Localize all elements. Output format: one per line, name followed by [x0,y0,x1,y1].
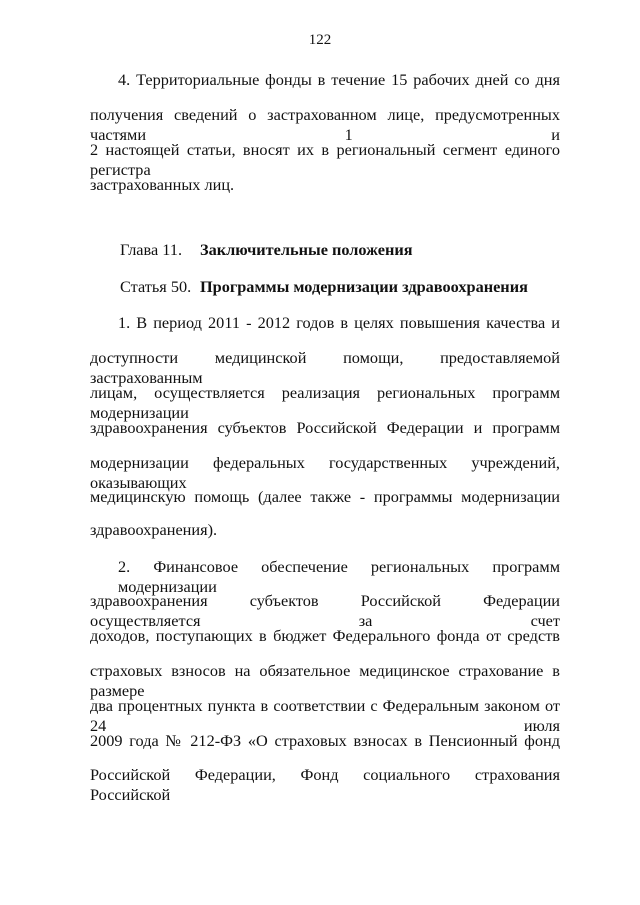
text-line: получения сведений о застрахованном лице, предусмотренных частями 1 и [90,105,560,144]
article-title: Программы модернизации здравоохранения [200,277,528,296]
text-line: доступности медицинской помощи, предоставляемой застрахованным [90,348,560,387]
text-line: здравоохранения субъектов Российской Федерации осуществляется за счет [90,591,560,630]
text-line: 2 настоящей статьи, вносят их в региональный сегмент единого регистра [90,140,560,179]
page-number: 122 [308,32,332,48]
text-line: лицам, осуществляется реализация региональных программ модернизации [90,383,560,422]
text-line: застрахованных лиц. [90,175,235,194]
text-line: здравоохранения субъектов Российской Федерации и программ [90,418,560,437]
text-line: 2009 года № 212-ФЗ «О страховых взносах в Пенсионный фонд [90,731,560,750]
chapter-label: Глава 11. [120,240,183,259]
text-line: медицинскую помощь (далее также - программы модернизации [90,487,560,506]
chapter-title: Заключительные положения [200,240,413,259]
text-line: Российской Федерации, Фонд социального страхования Российской [90,765,560,804]
text-line: два процентных пункта в соответствии с Федеральным законом от 24 июля [90,696,560,735]
text-line: 4. Территориальные фонды в течение 15 рабочих дней со дня [118,70,560,89]
text-line: 2. Финансовое обеспечение региональных программ модернизации [118,557,560,596]
article-label: Статья 50. [120,277,192,296]
text-line: здравоохранения). [90,520,218,539]
text-line: доходов, поступающих в бюджет Федерального фонда от средств [90,626,560,645]
text-line: модернизации федеральных государственных учреждений, оказывающих [90,453,560,492]
text-line: 1. В период 2011 - 2012 годов в целях повышения качества и [118,313,560,332]
text-line: страховых взносов на обязательное медицинское страхование в размере [90,661,560,700]
